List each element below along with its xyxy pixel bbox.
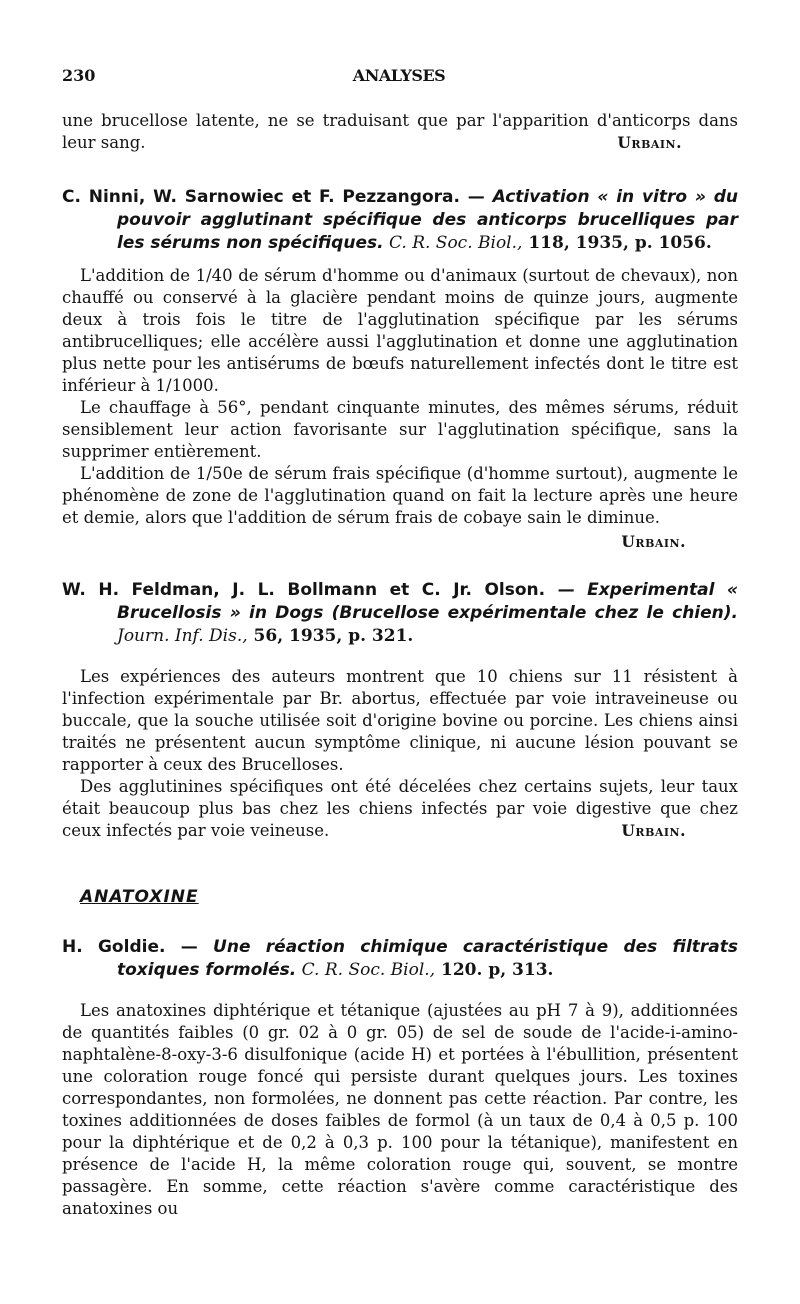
article-volume: 56, <box>247 626 284 646</box>
abstract-paragraph: L'addition de 1/40 de sérum d'homme ou d'animaux (surtout de chevaux), non chauffé ou conservé à la glacière pendant moins de quinze jours, augmente deux à trois fois le titre de l'agglutination spécifique par les sérums antibrucelliques; elle accélère aussi l'agglutination et donne une agglutination plus nette pour les antisérums de bœufs naturellement infectés dont le titre est inférieur à 1/1000. <box>62 266 738 395</box>
continuation-text: une brucellose latente, ne se traduisant que par l'apparition d'anticorps dans leur sang. <box>62 111 738 152</box>
article-volume: 120. <box>435 960 483 980</box>
abstract-paragraph: Les anatoxines diphtérique et tétanique (ajustées au pH 7 à 9), additionnées de quantités faibles (0 gr. 02 à 0 gr. 05) de sel de soude de l'acide-i-amino-naphtalène-8-oxy-3-6 disulfonique (acide H) et portées à l'ébullition, présentent une coloration rouge foncé qui persiste durant quelques jours. Les toxines correspondantes, non formolées, ne donnent pas cette réaction. Par contre, les toxines additionnées de doses faibles de formol (à un taux de 0,4 à 0,5 p. 100 pour la diphtérique et de 0,2 à 0,3 p. 100 pour la tétanique), manifestent en présence de l'acide H, la même coloration rouge qui, souvent, se montre passagère. En somme, cette réaction s'avère comme caractéristique des anatoxines ou <box>62 1001 738 1218</box>
signature: Urbain. <box>621 532 686 551</box>
article-authors: C. Ninni, W. Sarnowiec et F. Pezzangora. <box>62 187 460 207</box>
article-authors: W. H. Feldman, J. L. Bollmann et C. Jr. Olson. <box>62 580 546 600</box>
abstract-paragraph: Des agglutinines spécifiques ont été décelées chez certains sujets, leur taux était beaucoup plus bas chez les chiens infectés par voie digestive que chez ceux infectés par voie veineuse. <box>62 777 738 840</box>
article-ninni <box>62 186 738 553</box>
article-title: Experimental « Brucellosis » in Dogs (Brucellose expérimentale chez le chien). <box>117 580 738 623</box>
abstract-paragraph: L'addition de 1/50e de sérum frais spécifique (d'homme surtout), augmente le phénomène de zone de l'agglutination quand on fait la lecture après une heure et demie, alors que l'addition de sérum frais de cobaye sain le diminue. <box>62 464 738 527</box>
article-reference: C. Ninni, W. Sarnowiec et F. Pezzangora. — Activation « in vitro » du pouvoir agglutinant spécifique des anticorps brucelliques par les sérums non spécifiques. C. R. Soc. Biol., 118, 1935, p. 1056. <box>62 187 739 253</box>
article-reference: H. Goldie. — Une réaction chimique caractéristique des filtrats toxiques formolés. C. R. Soc. Biol., 120. p, 313. <box>62 937 738 980</box>
article-title: Une réaction chimique caractéristique des filtrats toxiques formolés. <box>117 937 738 980</box>
article-year-pages: 1935, p. 1056. <box>569 233 712 253</box>
abstract-paragraph: Le chauffage à 56°, pendant cinquante minutes, des mêmes sérums, réduit sensiblement leur action favorisante sur l'agglutination spécifique, sans la supprimer entièrement. <box>62 398 738 461</box>
article-year-pages: p, 313. <box>482 960 554 980</box>
article-feldman <box>62 579 738 842</box>
section-heading: ANATOXINE <box>80 887 199 907</box>
signature: Urbain. <box>621 821 686 840</box>
page-body <box>62 110 738 1220</box>
article-reference: W. H. Feldman, J. L. Bollmann et C. Jr. Olson. — Experimental « Brucellosis » in Dogs (Brucellose expérimentale chez le chien). Journ. Inf. Dis., 56, 1935, p. 321. <box>62 580 738 646</box>
continuation-block <box>62 110 738 154</box>
article-year-pages: 1935, p. 321. <box>283 626 414 646</box>
article-journal: C. R. Soc. Biol., <box>383 233 523 253</box>
article-journal: Journ. Inf. Dis., <box>117 626 248 646</box>
article-journal: C. R. Soc. Biol., <box>296 960 436 980</box>
article-volume: 118, <box>522 233 570 253</box>
article-goldie <box>62 936 738 1220</box>
page-header <box>62 66 736 90</box>
article-title: Activation « in vitro » du pouvoir agglutinant spécifique des anticorps brucelliques par les sérums non spécifiques. <box>117 187 739 253</box>
running-title: ANALYSES <box>352 66 446 85</box>
signature: Urbain. <box>617 133 682 152</box>
page-number: 230 <box>62 66 96 85</box>
article-authors: H. Goldie. <box>62 937 166 957</box>
abstract-paragraph: Les expériences des auteurs montrent que 10 chiens sur 11 résistent à l'infection expérimentale par Br. abortus, effectuée par voie intraveineuse ou buccale, que la souche utilisée soit d'origine bovine ou porcine. Les chiens ainsi traités ne présentent aucun symptôme clinique, ni aucune lésion pouvant se rapporter à ceux des Brucelloses. <box>62 667 738 774</box>
